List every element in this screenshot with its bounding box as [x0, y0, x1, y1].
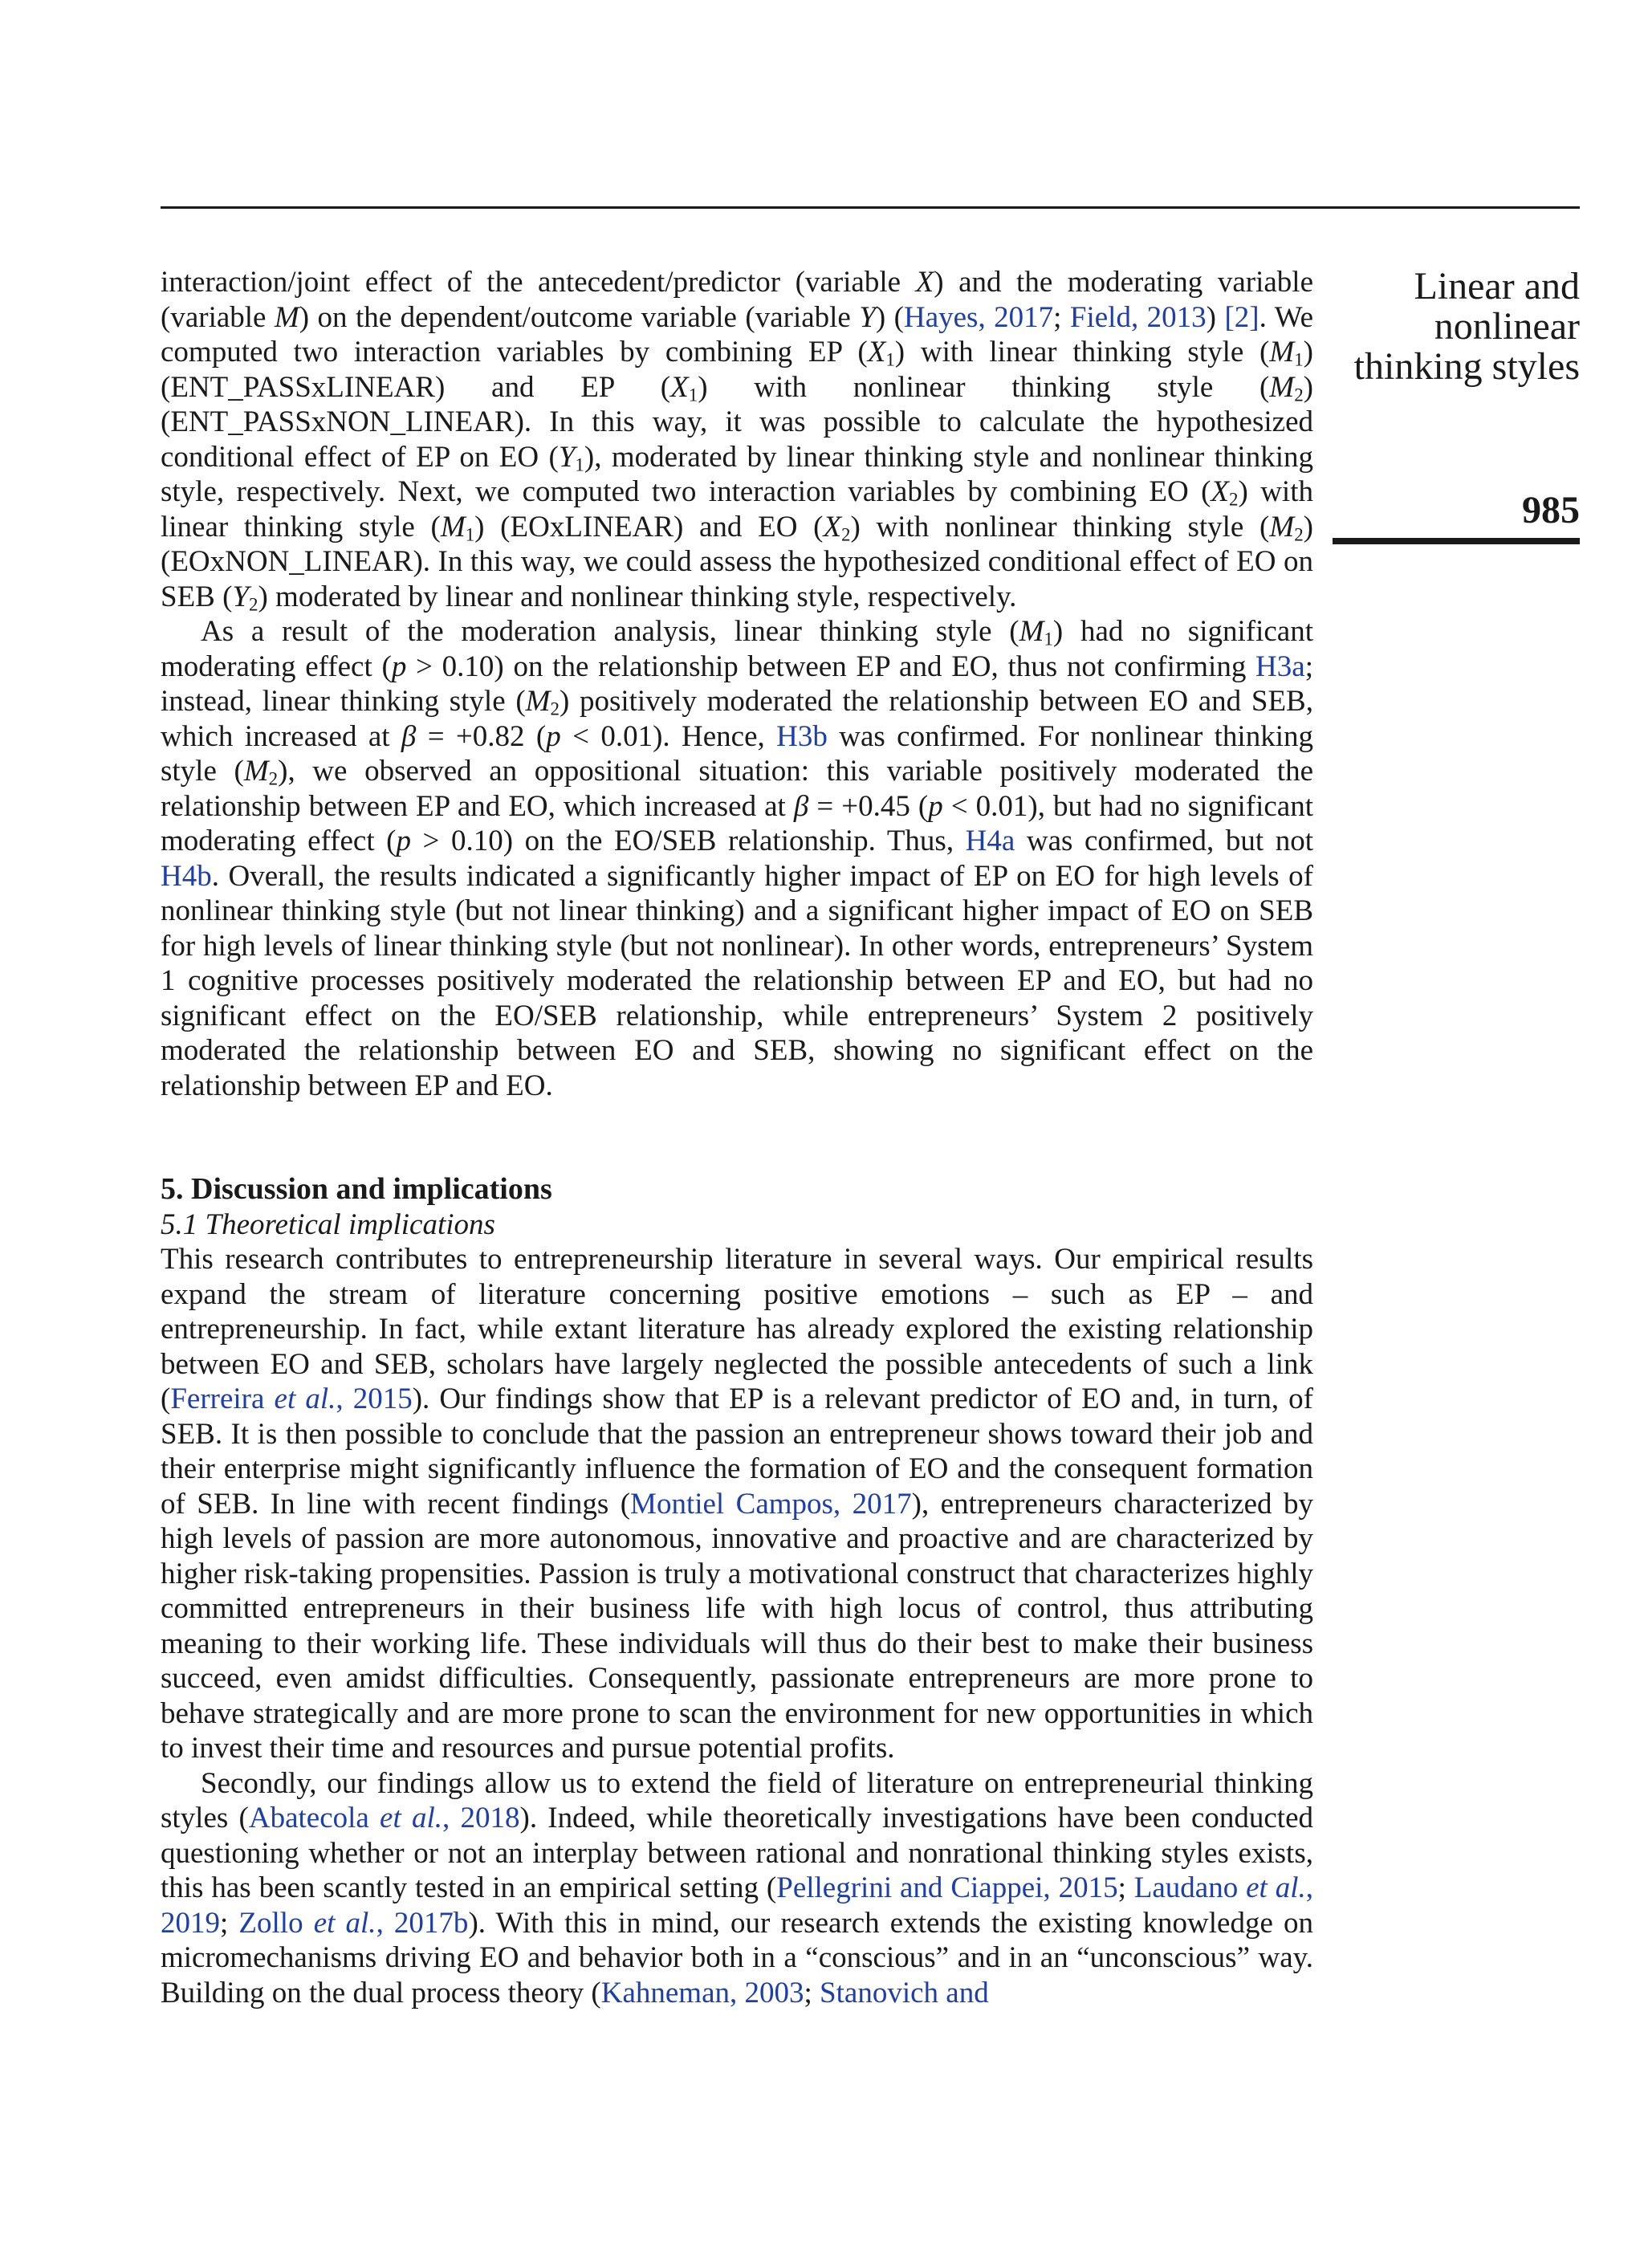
- hypothesis-link[interactable]: H4a: [965, 825, 1015, 857]
- footnote-link[interactable]: [2]: [1224, 300, 1259, 334]
- running-title-line: Linear and: [1414, 265, 1580, 307]
- citation-link[interactable]: Pellegrini and Ciappei, 2015: [776, 1871, 1118, 1904]
- citation-link[interactable]: Laudano et al., 2019: [161, 1871, 1314, 1940]
- citation-link[interactable]: Montiel Campos, 2017: [630, 1487, 912, 1521]
- hypothesis-link[interactable]: H3a: [1255, 649, 1305, 683]
- running-title: [1307, 267, 1580, 387]
- paragraph: Secondly, our findings allow us to extend the field of literature on entrepreneurial thinking styles (Abatecola et al., 2018). Indeed, while theoretically investigations have been conducted questioning whether or not an interplay between rational and nonrational thinking styles exists, this has been scantly tested in an empirical setting (Pellegrini and Ciappei, 2015; Laudano et al., 2019; Zollo et al., 2017b). With this in mind, our research extends the existing knowledge on micromechanisms driving EO and behavior both in a “conscious” and in an “unconscious” way. Building on the dual process theory (Kahneman, 2003; Stanovich and: [161, 1766, 1314, 2009]
- paragraph: interaction/joint effect of the antecedent/predictor (variable X) and the moderating variable (variable M) on the dependent/outcome variable (variable Y) (Hayes, 2017; Field, 2013) [2]. We computed two interaction variables by combining EP $(X_1)$ with linear thinking style $(M_1)$ (ENT_PASSxLINEAR) and EP $(X_1)$ with nonlinear thinking style $(M_2)$ (ENT_PASSxNON_LINEAR). In this way, it was possible to calculate the hypothesized conditional effect of EP on EO $(Y_1)$, moderated by linear thinking style and nonlinear thinking style, respectively. Next, we computed two interaction variables by combining EO $(X_2)$ with linear thinking style $(M_1)$ (EOxLINEAR) and EO $(X_2)$ with nonlinear thinking style $(M_2)$ (EOxNON_LINEAR). In this way, we could assess the hypothesized conditional effect of EO on SEB $(Y_2)$ moderated by linear and nonlinear thinking style, respectively.: [161, 266, 1314, 615]
- citation-link[interactable]: Kahneman, 2003: [600, 1976, 804, 2009]
- citation-link[interactable]: Zollo et al., 2017b: [238, 1906, 469, 1940]
- running-title-line: thinking styles: [1353, 345, 1580, 388]
- hypothesis-link[interactable]: H4b: [161, 859, 212, 893]
- citation-link[interactable]: Ferreira et al., 2015: [170, 1382, 413, 1415]
- body-text: [161, 265, 1313, 2010]
- citation-link[interactable]: Stanovich and: [820, 1976, 989, 2009]
- paragraph: This research contributes to entrepreneurship literature in several ways. Our empirical results expand the stream of literature concerning positive emotions – such as EP – and entrepreneurship. In fact, while extant literature has already explored the existing relationship between EO and SEB, scholars have largely neglected the possible antecedents of such a link (Ferreira et al., 2015). Our findings show that EP is a relevant predictor of EO and, in turn, of SEB. It is then possible to conclude that the passion an entrepreneur shows toward their job and their enterprise might significantly influence the formation of EO and the consequent formation of SEB. In line with recent findings (Montiel Campos, 2017), entrepreneurs characterized by high levels of passion are more autonomous, innovative and proactive and are characterized by higher risk-taking propensities. Passion is truly a motivational construct that characterizes highly committed entrepreneurs in their business life with high locus of control, thus attributing meaning to their working life. These individuals will thus do their best to make their business succeed, even amidst difficulties. Consequently, passionate entrepreneurs are more prone to behave strategically and are more prone to scan the environment for new opportunities in which to invest their time and resources and pursue potential profits.: [161, 1243, 1313, 1765]
- header-rule: [161, 206, 1580, 209]
- paragraph: As a result of the moderation analysis, linear thinking style $(M_1)$ had no significant moderating effect (p > 0.10) on the relationship between EP and EO, thus not confirming H3a; instead, linear thinking style $(M_2)$ positively moderated the relationship between EO and SEB, which increased at β = +0.82 (p < 0.01). Hence, H3b was confirmed. For nonlinear thinking style $(M_2)$, we observed an oppositional situation: this variable positively moderated the relationship between EP and EO, which increased at β = +0.45 (p < 0.01), but had no significant moderating effect (p > 0.10) on the EO/SEB relationship. Thus, H4a was confirmed, but not H4b. Overall, the results indicated a significantly higher impact of EP on EO for high levels of nonlinear thinking style (but not linear thinking) and a significant higher impact of EO on SEB for high levels of linear thinking style (but not nonlinear). In other words, entrepreneurs’ System 1 cognitive processes positively moderated the relationship between EP and EO, but had no significant effect on the EO/SEB relationship, while entrepreneurs’ System 2 positively moderated the relationship between EO and SEB, showing no significant effect on the relationship between EP and EO.: [161, 615, 1314, 1102]
- running-title-line: nonlinear: [1434, 305, 1580, 348]
- page-number-rule: [1333, 538, 1580, 544]
- citation-link[interactable]: Abatecola et al., 2018: [248, 1802, 520, 1834]
- subsection-heading: 5.1 Theoretical implications: [161, 1207, 495, 1241]
- page-number: 985: [1522, 489, 1580, 531]
- hypothesis-link[interactable]: H3b: [776, 719, 828, 753]
- section-heading: 5. Discussion and implications: [161, 1172, 552, 1206]
- citation-link[interactable]: Hayes, 2017: [903, 300, 1054, 334]
- citation-link[interactable]: Field, 2013: [1069, 300, 1207, 334]
